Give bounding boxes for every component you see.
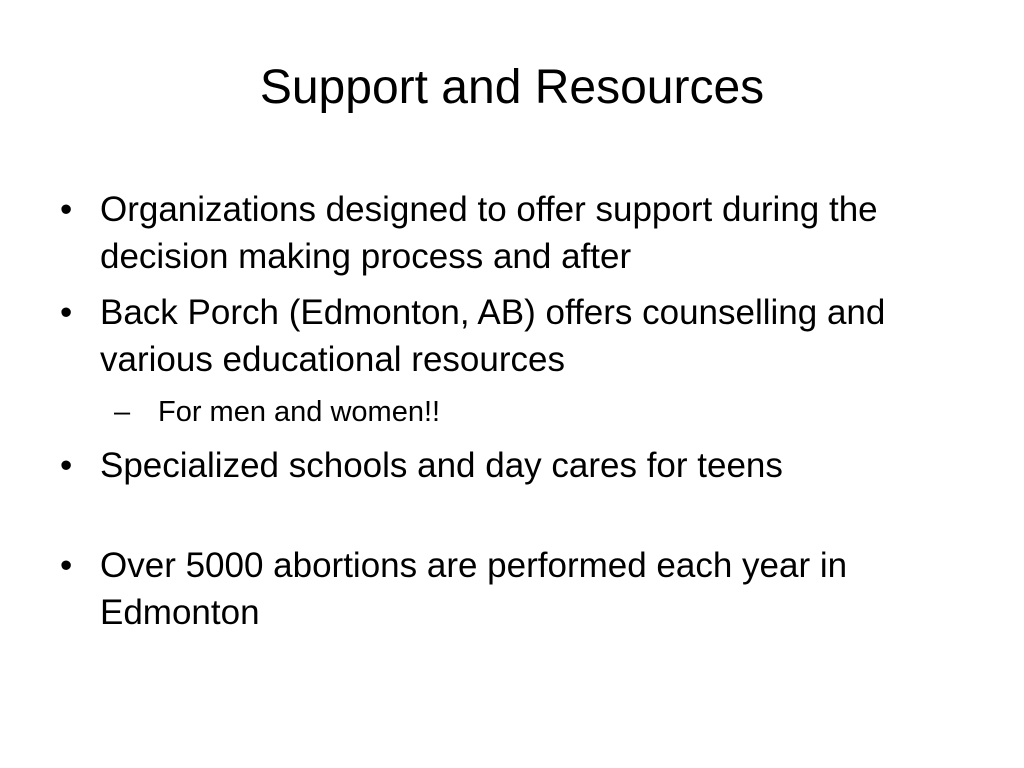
bullet-text: Over 5000 abortions are performed each year in Edmonton bbox=[100, 546, 848, 632]
slide-title: Support and Resources bbox=[259, 61, 765, 114]
dash-icon: – bbox=[114, 396, 131, 428]
sub-bullet-text: For men and women!! bbox=[158, 396, 441, 428]
bullet-item bbox=[56, 542, 976, 636]
bullet-icon: • bbox=[60, 293, 73, 332]
bullet-item bbox=[56, 186, 976, 280]
bullet-icon: • bbox=[60, 190, 73, 229]
spacer bbox=[56, 498, 976, 542]
bullet-text: Specialized schools and day cares for teens bbox=[100, 446, 783, 485]
bullet-text: Organizations designed to offer support during the decision making process and after bbox=[100, 190, 878, 276]
bullet-list bbox=[56, 186, 976, 645]
bullet-item bbox=[56, 442, 976, 489]
bullet-text: Back Porch (Edmonton, AB) offers counselling and various educational resources bbox=[100, 293, 886, 379]
bullet-item bbox=[56, 289, 976, 383]
bullet-icon: • bbox=[60, 446, 73, 485]
sub-bullet-item bbox=[114, 392, 976, 432]
bullet-icon: • bbox=[60, 546, 73, 585]
